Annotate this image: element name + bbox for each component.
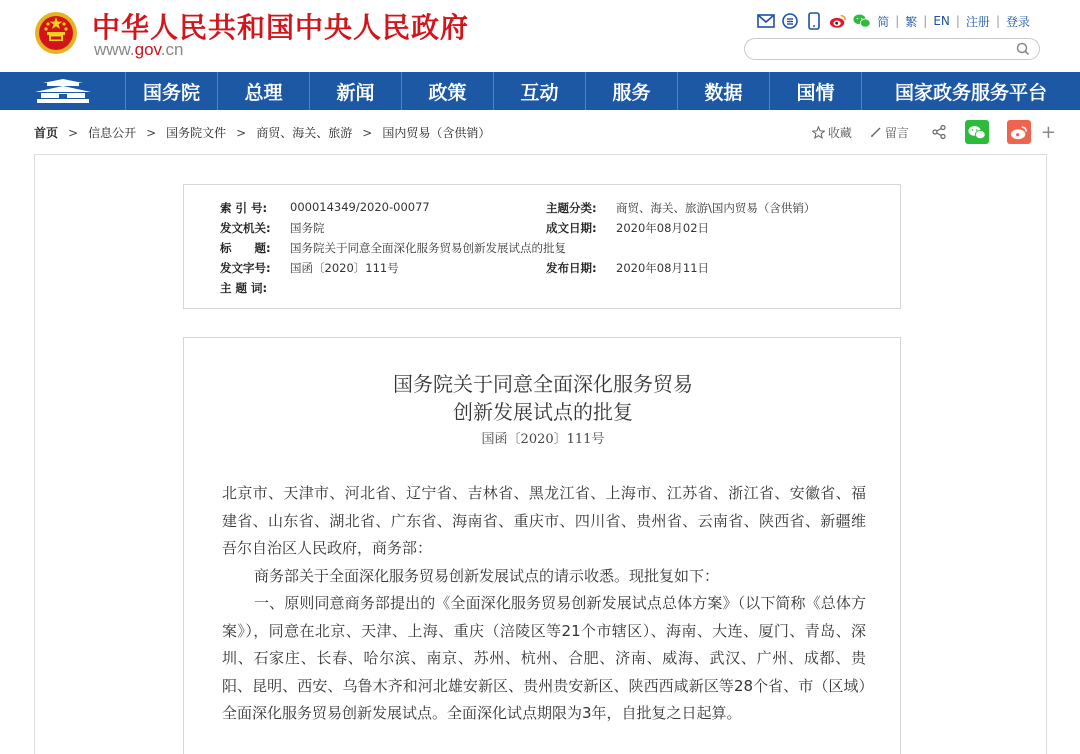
document-body: [183, 337, 901, 754]
breadcrumb-bar: [0, 110, 1080, 154]
document-title-line-1: 国务院关于同意全面深化服务贸易: [393, 372, 693, 396]
nav-item-services[interactable]: 服务: [586, 72, 678, 110]
site-url: [94, 40, 183, 60]
nav-item-policies[interactable]: 政策: [402, 72, 494, 110]
mail-icon[interactable]: [757, 12, 775, 30]
lang-traditional-link[interactable]: 繁: [905, 14, 918, 29]
meta-keywords: [220, 280, 290, 296]
share-button[interactable]: [927, 120, 951, 144]
meta-index-value: 000014349/2020-00077: [290, 200, 430, 214]
main-nav: [0, 72, 1080, 110]
url-suffix: .cn: [160, 40, 184, 59]
breadcrumb-separator: >: [146, 125, 157, 140]
breadcrumb: [34, 124, 490, 141]
document-paragraph: 一、原则同意商务部提出的《全面深化服务贸易创新发展试点总体方案》（以下简称《总体方案》），同意在北京、天津、上海、重庆（涪陵区等21个市辖区）、海南、大连、厦门、青岛、深圳、石家庄、长春、哈尔滨、南京、苏州、杭州、合肥、济南、威海、武汉、广州、成都、贵阳、昆明、西安、乌鲁木齐和河北雄安新区、贵州贵安新区、陕西西咸新区等28个省、市（区域）全面深化服务贸易创新发展试点。全面深化试点期限为3年，自批复之日起算。: [222, 594, 866, 722]
register-link[interactable]: 注册: [965, 14, 990, 29]
document-paragraph: 商务部关于全面深化服务贸易创新发展试点的请示收悉。现批复如下：: [254, 566, 720, 585]
login-link[interactable]: 登录: [1005, 14, 1030, 29]
breadcrumb-separator: >: [236, 125, 247, 140]
nav-item-national-conditions[interactable]: 国情: [770, 72, 862, 110]
national-emblem-icon[interactable]: [34, 8, 78, 58]
breadcrumb-commerce-customs-tourism[interactable]: 商贸、海关、旅游: [256, 126, 353, 140]
breadcrumb-info-disclosure[interactable]: 信息公开: [88, 126, 137, 140]
separator: |: [895, 14, 900, 28]
meta-topic-value: 商贸、海关、旅游\国内贸易（含供销）: [616, 201, 816, 215]
meta-published-label: 发布日期:: [546, 261, 597, 275]
meta-docno-label: 发文字号:: [220, 261, 271, 275]
meta-keywords-label: 主 题 词:: [220, 281, 268, 295]
nav-home-button[interactable]: [0, 72, 126, 110]
nav-item-premier[interactable]: 总理: [218, 72, 310, 110]
wechat-icon: [968, 125, 986, 140]
meta-title-label: 标 题:: [220, 241, 271, 255]
star-icon: [812, 126, 825, 139]
meta-topic-label: 主题分类:: [546, 201, 597, 215]
search-input[interactable]: [744, 38, 1040, 60]
tiananmen-icon: [33, 78, 93, 104]
search-icon[interactable]: [1015, 41, 1031, 57]
favorite-button[interactable]: [812, 124, 852, 141]
nav-item-gov-service-platform[interactable]: 国家政务服务平台: [894, 81, 1047, 104]
meta-issuer: [220, 220, 325, 236]
breadcrumb-state-council-documents[interactable]: 国务院文件: [166, 126, 227, 140]
favorite-label: 收藏: [827, 125, 852, 140]
weibo-icon: [1010, 125, 1028, 140]
document-metadata: [183, 184, 901, 309]
meta-docno: [220, 260, 399, 276]
nav-item-data[interactable]: 数据: [678, 72, 770, 110]
document-title-line-2: 创新发展试点的批复: [453, 400, 633, 424]
meta-created-label: 成文日期:: [546, 221, 597, 235]
url-brand: gov: [134, 40, 161, 59]
meta-created-value: 2020年08月02日: [616, 221, 710, 235]
breadcrumb-home[interactable]: 首页: [34, 126, 59, 140]
breadcrumb-separator: >: [68, 125, 79, 140]
url-prefix: www.: [94, 40, 135, 59]
breadcrumb-separator: >: [362, 125, 373, 140]
comment-label: 留言: [884, 125, 909, 140]
document-paragraph: 北京市、天津市、河北省、辽宁省、吉林省、黑龙江省、上海市、江苏省、浙江省、安徽省、福建省、山东省、湖北省、广东省、海南省、重庆市、四川省、贵州省、云南省、陕西省、新疆维吾尔自治区人民政府，商务部：: [222, 484, 866, 557]
pencil-icon: [870, 126, 882, 138]
comment-button[interactable]: [870, 124, 909, 141]
share-weibo-button[interactable]: [1007, 120, 1031, 144]
site-header: [0, 0, 1080, 72]
mobile-icon[interactable]: [805, 12, 823, 30]
meta-title: [220, 240, 566, 256]
meta-docno-value: 国函〔2020〕111号: [290, 261, 399, 275]
separator: |: [923, 14, 928, 28]
rss-icon[interactable]: [781, 12, 799, 30]
meta-issuer-value: 国务院: [290, 221, 325, 235]
share-icon: [931, 124, 947, 140]
nav-item-news[interactable]: 新闻: [310, 72, 402, 110]
meta-topic: [546, 200, 815, 216]
meta-index-label: 索 引 号:: [220, 201, 268, 215]
share-more-button[interactable]: +: [1040, 121, 1056, 143]
site-title[interactable]: 中华人民共和国中央人民政府: [92, 11, 470, 44]
meta-index: [220, 200, 430, 216]
breadcrumb-domestic-trade[interactable]: 国内贸易（含供销）: [382, 126, 491, 140]
separator: |: [955, 14, 960, 28]
meta-published: [546, 260, 709, 276]
wechat-icon[interactable]: [853, 12, 871, 30]
lang-english-link[interactable]: EN: [933, 14, 950, 28]
top-links: [757, 12, 1030, 30]
separator: |: [995, 14, 1000, 28]
meta-issuer-label: 发文机关:: [220, 221, 271, 235]
page-tools: [812, 120, 1056, 144]
nav-item-interaction[interactable]: 互动: [494, 72, 586, 110]
meta-created: [546, 220, 709, 236]
lang-simplified-link[interactable]: 简: [877, 14, 890, 29]
document-text: [222, 480, 866, 728]
meta-title-value: 国务院关于同意全面深化服务贸易创新发展试点的批复: [290, 241, 566, 255]
meta-published-value: 2020年08月11日: [616, 261, 710, 275]
nav-item-state-council[interactable]: 国务院: [126, 72, 218, 110]
document-number: 国函〔2020〕111号: [481, 432, 605, 447]
share-wechat-button[interactable]: [965, 120, 989, 144]
weibo-icon[interactable]: [829, 12, 847, 30]
